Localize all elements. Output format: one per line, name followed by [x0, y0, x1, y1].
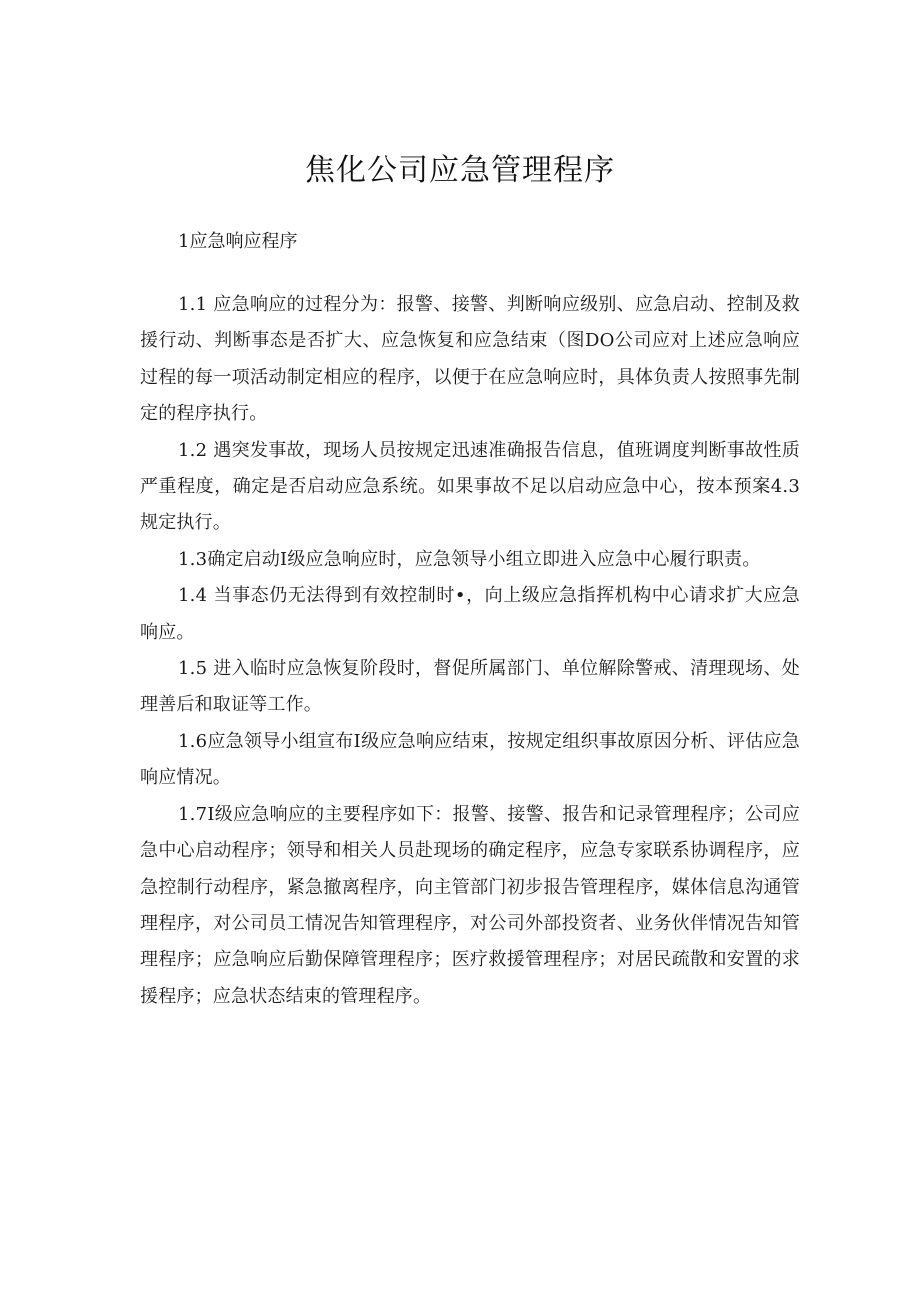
paragraph-1-1: 1.1 应急响应的过程分为：报警、接警、判断响应级别、应急启动、控制及救援行动、判断事态是否扩大、应急恢复和应急结束（图DO公司应对上述应急响应过程的每一项活动制定相应的程序，以便于在应急响应时，具体负责人按照事先制定的程序执行。: [140, 294, 800, 425]
paragraph-1-6: 1.6应急领导小组宣布Ⅰ级应急响应结束，按规定组织事故原因分析、评估应急响应情况。: [140, 730, 800, 789]
paragraph-1-5: 1.5 进入临时应急恢复阶段时，督促所属部门、单位解除警戒、清理现场、处理善后和取证等工作。: [140, 658, 800, 716]
paragraph-1-7: 1.7Ⅰ级应急响应的主要程序如下：报警、接警、报告和记录管理程序；公司应急中心启动程序；领导和相关人员赴现场的确定程序，应急专家联系协调程序，应急控制行动程序，紧急撤离程序，向主管部门初步报告管理程序，媒体信息沟通管理程序，对公司员工情况告知管理程序，对公司外部投资者、业务伙伴情况告知管理程序；应急响应后勤保障管理程序；医疗救援管理程序；对居民疏散和安置的求援程序；应急状态结束的管理程序。: [140, 803, 800, 1007]
paragraph-1-2: 1.2 遇突发事故，现场人员按规定迅速准确报告信息，值班调度判断事故性质严重程度，确定是否启动应急系统。如果事故不足以启动应急中心，按本预案4.3规定执行。: [140, 439, 800, 534]
body-text: [140, 287, 800, 1015]
paragraph-1-4: 1.4 当事态仍无法得到有效控制时•，向上级应急指挥机构中心请求扩大应急响应。: [140, 585, 800, 643]
document-title: 焦化公司应急管理程序: [305, 153, 615, 188]
section-heading: 1应急响应程序: [178, 231, 298, 252]
paragraph-1-3: 1.3确定启动Ⅰ级应急响应时，应急领导小组立即进入应急中心履行职责。: [178, 548, 761, 570]
